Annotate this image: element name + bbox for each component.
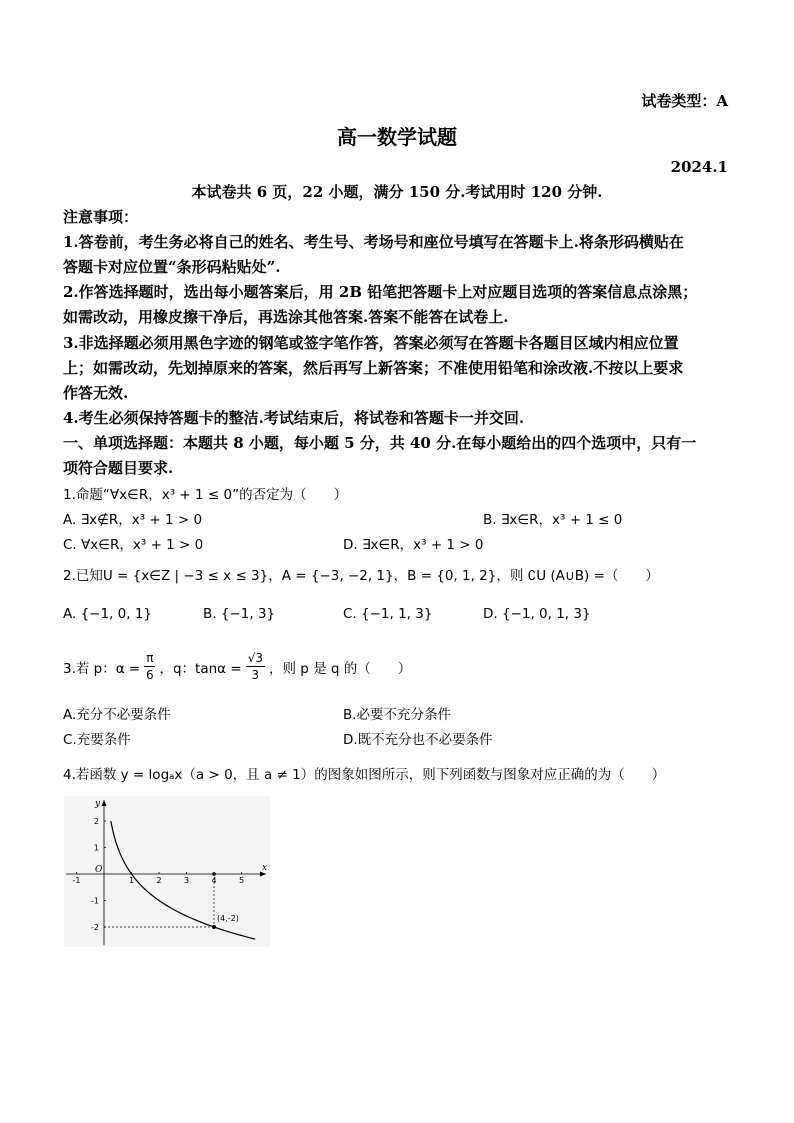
- notice-line: 如需改动，用橡皮擦干净后，再选涂其他答案.答案不能答在试卷上.: [63, 308, 509, 326]
- annotation-axis-point: [212, 872, 216, 876]
- question-3-suffix: ，则 p 是 q 的（ ）: [268, 660, 412, 677]
- question-3-option-c: C.充要条件: [63, 732, 131, 748]
- question-4-stem: 4.若函数 y = logₐx（a > 0，且 a ≠ 1）的图象如图所示，则下列函数与图象对应正确的为（ ）: [63, 767, 666, 783]
- question-2-option-a: A. {−1, 0, 1}: [63, 606, 153, 622]
- x-tick-label: 3: [183, 876, 190, 885]
- question-3-stem: [63, 650, 411, 683]
- notice-line: 答题卡对应位置“条形码粘贴处”.: [63, 258, 281, 276]
- question-2-option-c: C. {−1, 1, 3}: [343, 606, 433, 622]
- x-tick-label: 4: [211, 876, 217, 885]
- log-function-graph: [64, 796, 270, 947]
- question-3-option-d: D.既不充分也不必要条件: [343, 732, 493, 748]
- question-1-option-a: A. ∃x∉R，x³ + 1 > 0: [63, 512, 203, 528]
- question-1-option-d: D. ∃x∈R，x³ + 1 > 0: [343, 537, 484, 553]
- question-3-option-a: A.充分不必要条件: [63, 707, 171, 723]
- question-3-prefix: 3.若 p：α =: [63, 660, 141, 677]
- y-tick-label: 2: [93, 817, 99, 826]
- y-tick-label: -2: [91, 923, 99, 932]
- x-tick-label: 5: [238, 876, 245, 885]
- question-2-option-b: B. {−1, 3}: [203, 606, 276, 622]
- x-axis-label: x: [262, 863, 268, 873]
- annotation-label: (4,-2): [217, 914, 239, 923]
- y-tick-label: 1: [93, 843, 99, 853]
- notice-line: 作答无效.: [63, 384, 129, 402]
- question-1-stem: 1.命题“∀x∈R，x³ + 1 ≤ 0”的否定为（ ）: [63, 487, 348, 503]
- annotation-point: [212, 925, 216, 929]
- question-2-stem: 2.已知U = {x∈Z | −3 ≤ x ≤ 3}，A = {−3, −2, 1}，B = {0, 1, 2}，则 ∁U (A∪B) =（ ）: [63, 568, 659, 584]
- notice-line: 2.作答选择题时，选出每小题答案后，用 2B 铅笔把答题卡上对应题目选项的答案信息点涂黑；: [63, 283, 698, 301]
- fraction-numerator: √3: [247, 651, 263, 665]
- paper-type: 试卷类型：A: [641, 92, 728, 110]
- fraction-denominator: 3: [251, 668, 260, 682]
- y-tick-label: -1: [91, 896, 99, 906]
- section-heading: 一、单项选择题：本题共 8 小题，每小题 5 分，共 40 分.在每小题给出的四个选项中，只有一: [63, 434, 697, 452]
- notice-line: 3.非选择题必须用黑色字迹的钢笔或签字笔作答，答案必须写在答题卡各题目区域内相应位置: [63, 334, 679, 352]
- fraction-numerator: π: [146, 651, 154, 665]
- notice-line: 上；如需改动，先划掉原来的答案，然后再写上新答案；不准使用铅笔和涂改液.不按以上要求: [63, 359, 684, 377]
- question-3-option-b: B.必要不充分条件: [343, 707, 452, 723]
- origin-label: O: [95, 865, 103, 875]
- fraction-sqrt3-3: [246, 650, 265, 683]
- x-tick-label: 1: [128, 876, 135, 885]
- notice-heading: 注意事项：: [63, 208, 139, 226]
- question-1-option-b: B. ∃x∈R，x³ + 1 ≤ 0: [483, 512, 623, 528]
- exam-intro: 本试卷共 6 页，22 小题，满分 150 分.考试用时 120 分钟.: [191, 183, 603, 201]
- notice-line: 4.考生必须保持答题卡的整洁.考试结束后，将试卷和答题卡一并交回.: [63, 409, 525, 427]
- fraction-denominator: 6: [146, 668, 154, 682]
- x-tick-label: 2: [156, 876, 162, 885]
- page-title: 高一数学试题: [337, 125, 457, 149]
- fraction-pi-6: [144, 650, 155, 683]
- question-2-option-d: D. {−1, 0, 1, 3}: [483, 606, 591, 622]
- x-tick-label: -1: [72, 876, 81, 885]
- notice-line: 1.答卷前，考生务必将自己的姓名、考生号、考场号和座位号填写在答题卡上.将条形码横贴在: [63, 233, 684, 251]
- question-3-mid: ，q：tanα =: [159, 660, 242, 677]
- exam-date: 2024.1: [670, 158, 728, 176]
- question-1-option-c: C. ∀x∈R，x³ + 1 > 0: [63, 537, 204, 553]
- y-axis-label: y: [95, 799, 101, 809]
- section-heading-cont: 项符合题目要求.: [63, 459, 174, 477]
